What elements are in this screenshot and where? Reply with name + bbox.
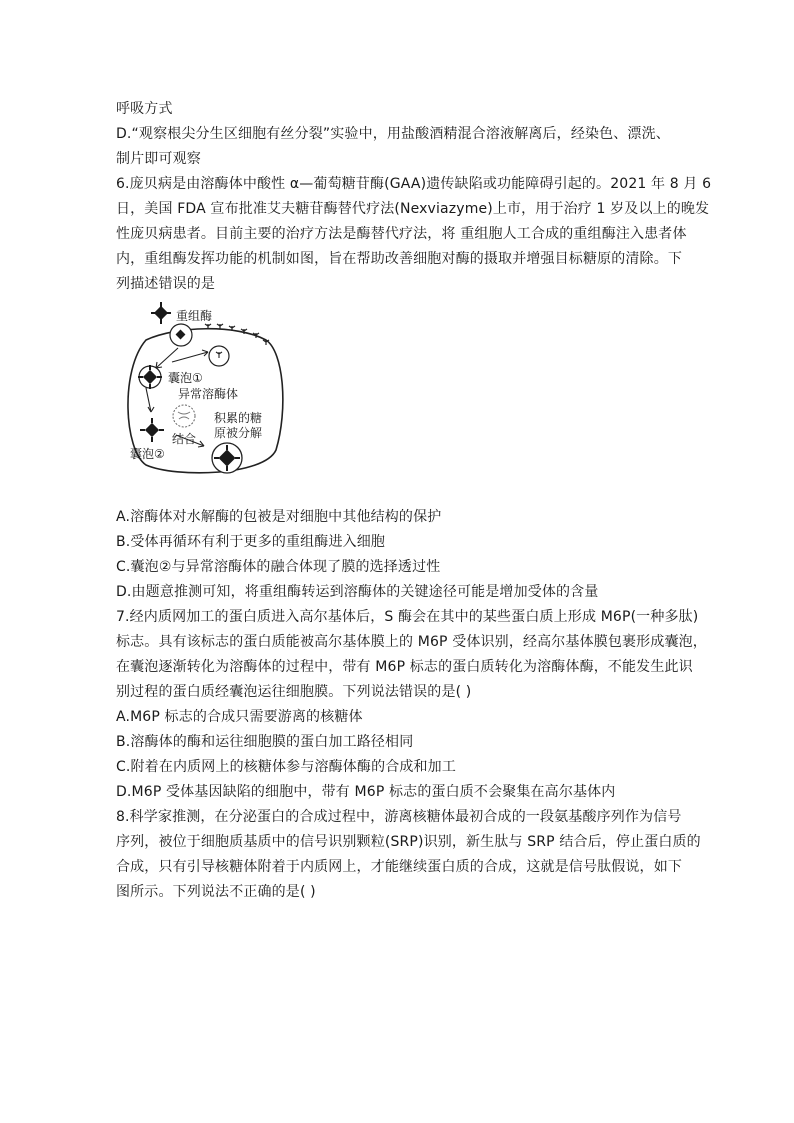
label-recombinant-enzyme: 重组酶	[176, 309, 213, 323]
option-7d: D.M6P 受体基因缺陷的细胞中，带有 M6P 标志的蛋白质不会聚集在高尔基体内	[116, 784, 616, 800]
label-fusion: 结合	[172, 432, 197, 446]
question-7-line-1: 7.经内质网加工的蛋白质进入高尔基体后，S 酶会在其中的某些蛋白质上形成 M6P(一种多肽)	[116, 609, 699, 625]
question-7-line-2: 标志。具有该标志的蛋白质能被高尔基体膜上的 M6P 受体识别，经高尔基体膜包裹形成囊泡，	[116, 634, 707, 650]
receptor-icons	[205, 324, 269, 345]
question-6-line-2: 日，美国 FDA 宣布批准艾夫糖苷酶替代疗法(Nexviazyme)上市，用于治疗 1 岁及以上的晚发	[116, 201, 710, 217]
question-8-line-2: 序列，被位于细胞质基质中的信号识别颗粒(SRP)识别，新生肽与 SRP 结合后，停止蛋白质的	[116, 834, 701, 850]
label-accumulated-glycogen-1: 积累的糖	[214, 411, 263, 425]
enzyme-mechanism-figure	[116, 300, 286, 480]
option-6b: B.受体再循环有利于更多的重组酶进入细胞	[116, 534, 386, 550]
question-7-line-3: 在囊泡逐渐转化为溶酶体的过程中，带有 M6P 标志的蛋白质转化为溶酶体酶，不能发生此识	[116, 659, 693, 675]
label-abnormal-lysosome: 异常溶酶体	[178, 387, 239, 401]
question-6-line-5: 列描述错误的是	[116, 276, 216, 292]
option-6a: A.溶酶体对水解酶的包被是对细胞中其他结构的保护	[116, 509, 442, 525]
text-line-1: 呼吸方式	[116, 101, 173, 117]
question-6-line-3: 性庞贝病患者。目前主要的治疗方法是酶替代疗法，将 重组胞人工合成的重组酶注入患者体	[116, 226, 687, 242]
text-line-3: 制片即可观察	[116, 151, 201, 167]
question-6-line-1: 6.庞贝病是由溶酶体中酸性 α—葡萄糖苷酶(GAA)遗传缺陷或功能障碍引起的。2021 年 8 月 6	[116, 176, 712, 192]
option-7a: A.M6P 标志的合成只需要游离的核糖体	[116, 709, 363, 725]
vesicle-2-enzyme	[140, 418, 164, 442]
label-vesicle-1: 囊泡①	[168, 371, 203, 385]
question-8-line-1: 8.科学家推测，在分泌蛋白的合成过程中，游离核糖体最初合成的一段氨基酸序列作为信号	[116, 809, 682, 825]
recombinant-enzyme-icon	[151, 302, 171, 324]
option-d-prev: D.“观察根尖分生区细胞有丝分裂”实验中，用盐酸酒精混合溶液解离后，经染色、漂洗、	[116, 126, 670, 142]
question-8-line-3: 合成，只有引导核糖体附着于内质网上，才能继续蛋白质的合成，这就是信号肽假说，如下	[116, 859, 682, 875]
question-8-line-4: 图所示。下列说法不正确的是( )	[116, 884, 316, 900]
cell-diagram	[116, 300, 286, 480]
question-6-line-4: 内，重组酶发挥功能的机制如图，旨在帮助改善细胞对酶的摄取并增强目标糖原的清除。下	[116, 251, 682, 267]
option-6d: D.由题意推测可知，将重组酶转运到溶酶体的关键途径可能是增加受体的含量	[116, 584, 599, 600]
label-accumulated-glycogen-2: 原被分解	[214, 426, 263, 440]
question-7-line-4: 别过程的蛋白质经囊泡运往细胞膜。下列说法错误的是( )	[116, 684, 472, 700]
abnormal-lysosome	[173, 405, 195, 427]
option-7c: C.附着在内质网上的核糖体参与溶酶体酶的合成和加工	[116, 759, 456, 775]
label-vesicle-2: 囊泡②	[130, 447, 165, 461]
option-7b: B.溶酶体的酶和运往细胞膜的蛋白加工路径相同	[116, 734, 414, 750]
option-6c: C.囊泡②与异常溶酶体的融合体现了膜的选择透过性	[116, 559, 441, 575]
